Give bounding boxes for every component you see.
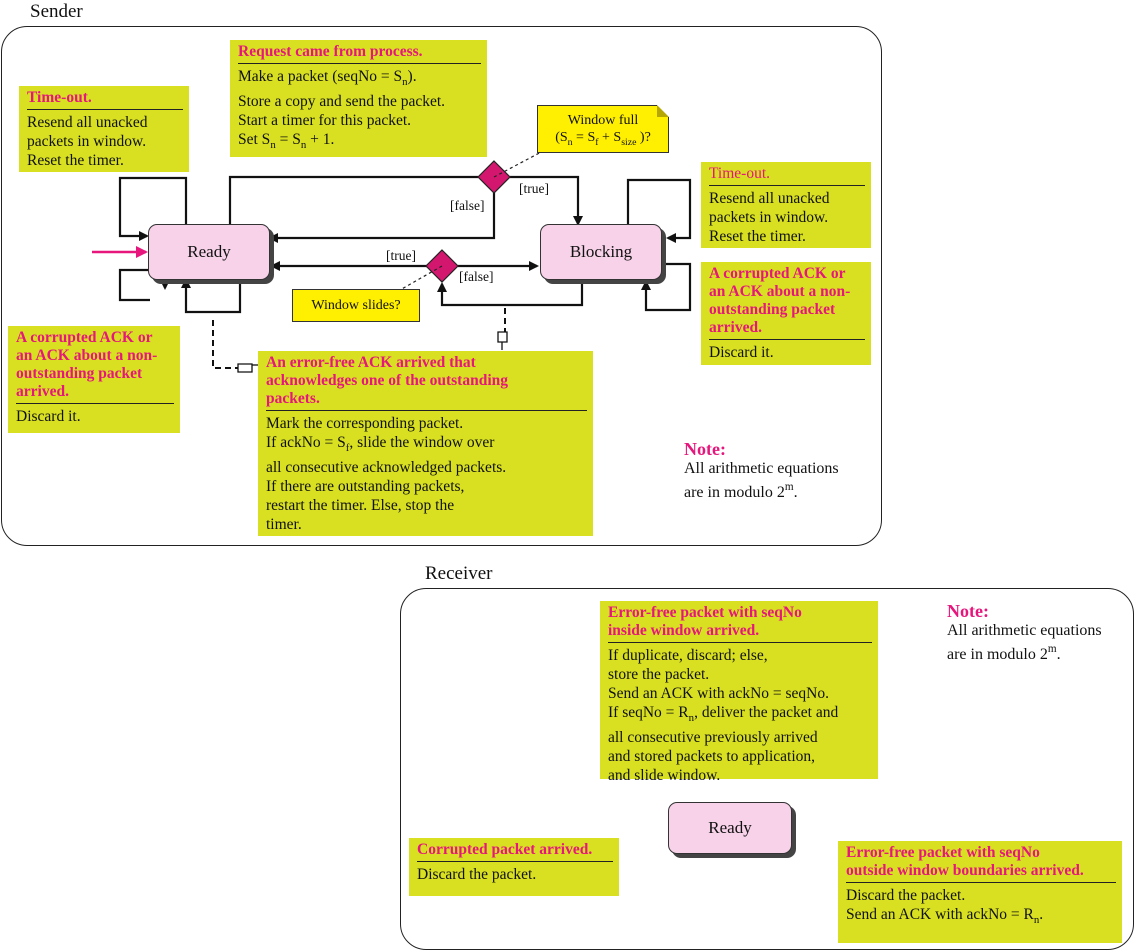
sender-label: Sender: [30, 1, 83, 22]
guard-true-mid: [true]: [386, 248, 416, 263]
window-full-note: Window full ($S_n = S_f + S_{size}$ )?: [537, 105, 669, 153]
ready-errorfree-loop: [186, 280, 240, 312]
receiver-note: Note: All arithmetic equations are in modulo 2$^m$.: [947, 601, 1102, 663]
sender-note: Note: All arithmetic equations are in modulo 2$^m$.: [684, 439, 839, 501]
timeout-left-box: Time-out. Resend all unacked packets in window. Reset the timer.: [19, 86, 189, 172]
errorfree-ack-box: An error-free ACK arrived that acknowledges one of the outstanding packets. Mark the corresponding packet. If ackNo = $S_f$, slide the window over all consecutive acknowledged packets. If there are outstanding packets, restart the timer. Else, stop the timer.: [258, 351, 593, 536]
request-path: [230, 177, 478, 224]
receiver-corrupted-box: Corrupted packet arrived. Discard the packet.: [409, 838, 619, 896]
errorfree-leader-left: [213, 320, 242, 368]
corrupted-left-box: A corrupted ACK or an ACK about a non- outstanding packet arrived. Discard it.: [8, 326, 180, 433]
window-slides-note: Window slides?: [292, 289, 420, 322]
guard-true-top: [true]: [519, 181, 549, 196]
state-blocking: Blocking: [540, 224, 662, 280]
receiver-outside-box: Error-free packet with seqNo outside window boundaries arrived. Discard the packet. Send an ACK with ackNo = $R_n$.: [838, 841, 1122, 943]
guard-false-mid: [false]: [459, 269, 494, 284]
state-ready: Ready: [148, 224, 270, 280]
request-box: Request came from process. Make a packet (seqNo = $S_n$). Store a copy and send the packet. Start a timer for this packet. Set $S_n = S_n + 1$.: [230, 40, 487, 157]
guard-false-top: [false]: [450, 198, 485, 213]
receiver-inside-box: Error-free packet with seqNo inside window arrived. If duplicate, discard; else, store the packet. Send an ACK with ackNo = seqNo. If seqNo = $R_n$, deliver the packet and all consecutive previously arrived and stored packets to application, and slide window.: [600, 601, 878, 779]
corrupted-right-box: A corrupted ACK or an ACK about a non- outstanding packet arrived. Discard it.: [701, 262, 871, 365]
receiver-label: Receiver: [425, 563, 493, 584]
timeout-right-box: Time-out. Resend all unacked packets in window. Reset the timer.: [701, 162, 871, 248]
receiver-state-ready: Ready: [668, 802, 792, 854]
